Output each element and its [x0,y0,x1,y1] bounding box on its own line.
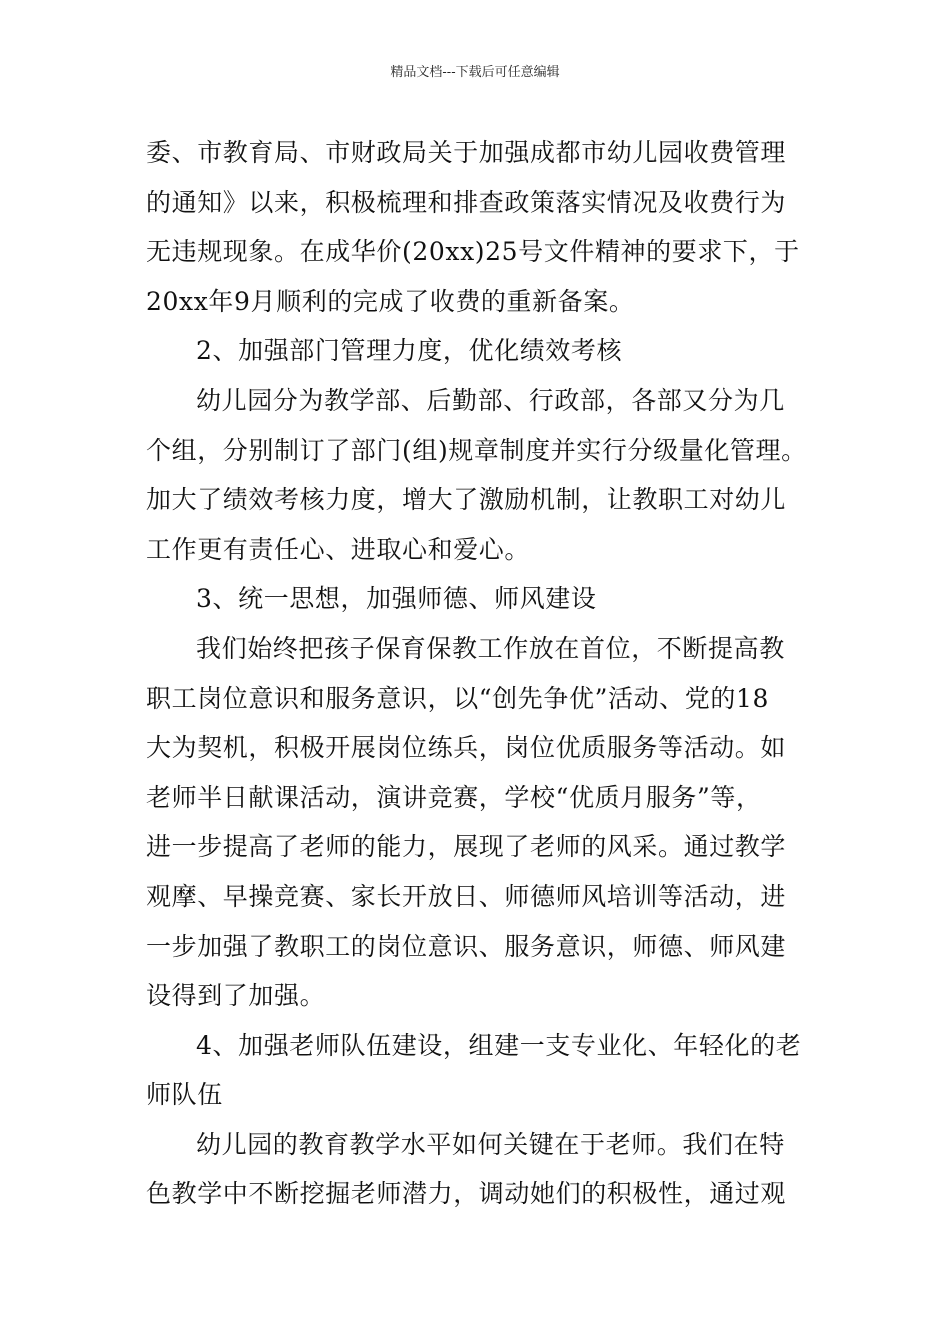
text-line: 加大了绩效考核力度，增大了激励机制，让教职工对幼儿 [146,485,787,515]
text-line: 20xx年9月顺利的完成了收费的重新备案。 [146,286,635,316]
section-heading: 2、加强部门管理力度，优化绩效考核 [196,336,623,366]
text-line: 委、市教育局、市财政局关于加强成都市幼儿园收费管理 [146,138,787,167]
text-line: 老师半日献课活动，演讲竞赛，学校“优质月服务”等， [146,782,762,812]
text-line: 无违规现象。在成华价(20xx)25号文件精神的要求下，于 [146,237,800,267]
section-heading-continued: 师队伍 [146,1080,223,1110]
text-line: 进一步提高了老师的能力，展现了老师的风采。通过教学 [146,832,787,862]
document-body [146,128,826,1219]
text-line: 观摩、早操竞赛、家长开放日、师德师风培训等活动，进 [146,881,787,911]
text-line: 色教学中不断挖掘老师潜力，调动她们的积极性，通过观 [146,1179,787,1209]
page-header: 精品文档---下载后可任意编辑 [390,65,560,80]
text-line: 的通知》以来，积极梳理和排查政策落实情况及收费行为 [146,187,787,217]
text-line: 职工岗位意识和服务意识，以“创先争优”活动、党的18 [146,683,769,713]
text-line: 一步加强了教职工的岗位意识、服务意识，师德、师风建 [146,931,787,961]
text-line: 幼儿园的教育教学水平如何关键在于老师。我们在特 [196,1129,785,1159]
text-line: 工作更有责任心、进取心和爱心。 [146,534,531,564]
section-heading: 3、统一思想，加强师德、师风建设 [196,584,597,614]
text-line: 我们始终把孩子保育保教工作放在首位，不断提高教 [196,633,785,663]
text-line: 幼儿园分为教学部、后勤部、行政部，各部又分为几 [196,385,785,415]
section-heading: 4、加强老师队伍建设，组建一支专业化、年轻化的老 [196,1030,802,1060]
text-line: 设得到了加强。 [146,981,326,1011]
text-line: 大为契机，积极开展岗位练兵，岗位优质服务等活动。如 [146,733,787,763]
text-line: 个组，分别制订了部门(组)规章制度并实行分级量化管理。 [146,435,807,465]
